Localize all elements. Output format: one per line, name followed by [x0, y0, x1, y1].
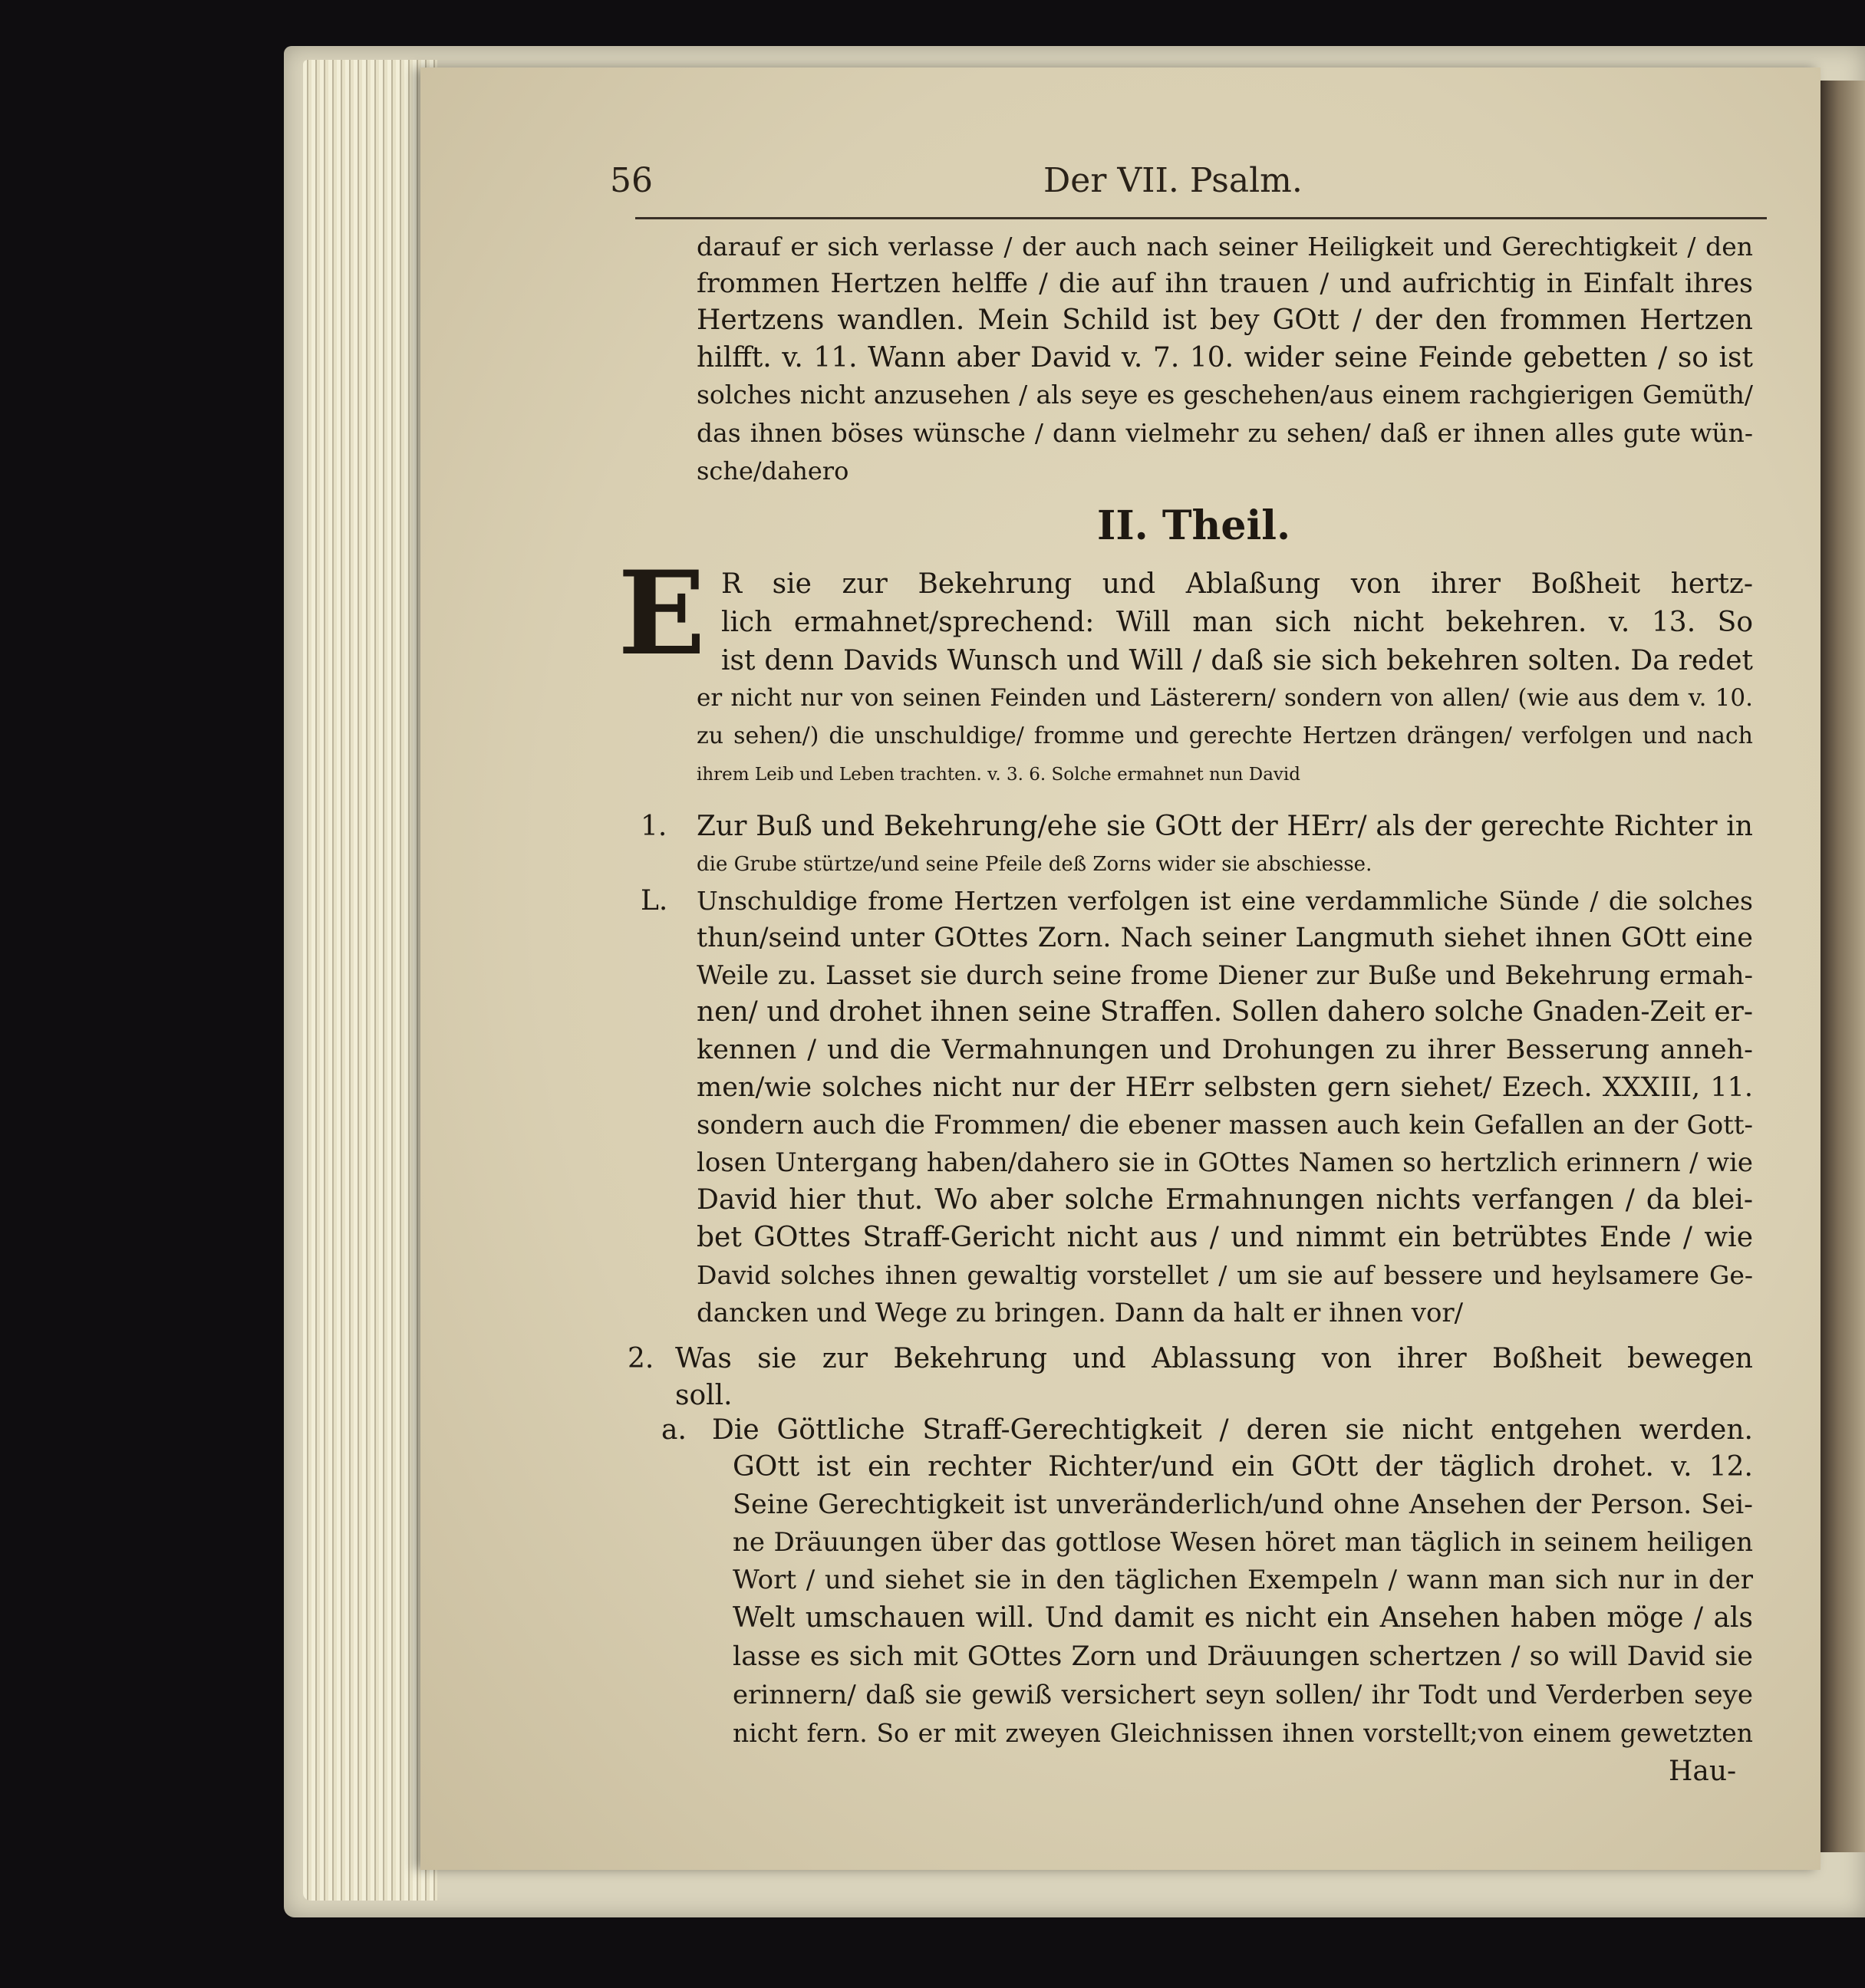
text-line: Welt umschauen will. Und damit es nicht ein Ansehen haben möge / als: [733, 1603, 1753, 1634]
text-line: Zur Buß und Bekehrung/ehe sie GOtt der HErr/ als der gerechte Richter in: [697, 811, 1753, 842]
text-line: kennen / und die Vermahnungen und Drohungen zu ihrer Besserung anneh-: [697, 1035, 1753, 1065]
text-line: Weile zu. Lasset sie durch seine frome Diener zur Buße und Bekehrung ermah-: [697, 960, 1753, 991]
text-line: David solches ihnen gewaltig vorstellet / um sie auf bessere und heylsamere Ge-: [697, 1260, 1753, 1290]
text-line: R sie zur Bekehrung und Ablaßung von ihrer Boßheit hertz-: [721, 569, 1753, 600]
text-line: lasse es sich mit GOttes Zorn und Dräuungen schertzen / so will David sie: [733, 1641, 1753, 1672]
list-marker: 1.: [641, 811, 667, 842]
text-line: ne Dräuungen über das gottlose Wesen höret man täglich in seinem heiligen: [733, 1527, 1753, 1558]
text-line: das ihnen böses wünsche / dann vielmehr zu sehen/ daß er ihnen alles gute wün-: [697, 418, 1753, 448]
drop-cap-initial: E: [618, 546, 706, 681]
text-line: sondern auch die Frommen/ die ebener massen auch kein Gefallen an der Gott-: [697, 1110, 1753, 1140]
text-line: die Grube stürtze/und seine Pfeile deß Zorns wider sie abschiesse.: [697, 853, 1372, 876]
text-line: sche/dahero: [697, 456, 849, 485]
text-line: bet GOttes Straff-Gericht nicht aus / und nimmt ein betrübtes Ende / wie: [697, 1223, 1753, 1253]
section-heading: II. Theil.: [1097, 502, 1291, 549]
text-line: Wort / und siehet sie in den täglichen Exempeln / wann man sich nur in der: [733, 1565, 1753, 1595]
text-line: Seine Gerechtigkeit ist unveränderlich/und ohne Ansehen der Person. Sei-: [733, 1489, 1753, 1520]
text-line: thun/seind unter GOttes Zorn. Nach seiner Langmuth siehet ihnen GOtt eine: [697, 923, 1753, 953]
page-number: 56: [610, 161, 653, 200]
text-line: Was sie zur Bekehrung und Ablassung von ihrer Boßheit bewegen: [675, 1344, 1753, 1374]
header-rule: [635, 217, 1767, 219]
text-line: darauf er sich verlasse / der auch nach seiner Heiligkeit und Gerechtigkeit / den: [697, 232, 1753, 262]
list-marker: L.: [641, 885, 668, 917]
text-line: zu sehen/) die unschuldige/ fromme und gerechte Hertzen drängen/ verfolgen und nach: [697, 722, 1753, 749]
catchword: Hau-: [1669, 1756, 1737, 1787]
text-line: nicht fern. So er mit zweyen Gleichnissen ihnen vorstellt;von einem gewetzten: [733, 1718, 1753, 1748]
text-line: Hertzens wandlen. Mein Schild ist bey GOtt / der den frommen Hertzen: [697, 305, 1753, 336]
text-line: David hier thut. Wo aber solche Ermahnungen nichts verfangen / da blei-: [697, 1185, 1753, 1216]
text-line: nen/ und drohet ihnen seine Straffen. Sollen dahero solche Gnaden-Zeit er-: [697, 997, 1753, 1028]
list-marker: 2.: [628, 1343, 654, 1374]
text-line: hilfft. v. 11. Wann aber David v. 7. 10. wider seine Feinde gebetten / so ist: [697, 343, 1753, 374]
text-line: dancken und Wege zu bringen. Dann da halt er ihnen vor/: [697, 1298, 1464, 1328]
text-line: er nicht nur von seinen Feinden und Lästerern/ sondern von allen/ (wie aus dem v. 10.: [697, 684, 1753, 712]
text-line: Unschuldige frome Hertzen verfolgen ist eine verdammliche Sünde / die solches: [697, 886, 1753, 916]
text-line: GOtt ist ein rechter Richter/und ein GOtt der täglich drohet. v. 12.: [733, 1452, 1753, 1483]
facing-page-edge: [1821, 81, 1865, 1852]
page-edges: [303, 60, 437, 1901]
list-marker: a.: [661, 1414, 687, 1446]
text-line: solches nicht anzusehen / als seye es geschehen/aus einem rachgierigen Gemüth/: [697, 380, 1753, 410]
text-line: losen Untergang haben/dahero sie in GOttes Namen so hertzlich erinnern / wie: [697, 1147, 1753, 1178]
text-line: ihrem Leib und Leben trachten. v. 3. 6. Solche ermahnet nun David: [697, 765, 1300, 785]
text-line: frommen Hertzen helffe / die auf ihn trauen / und aufrichtig in Einfalt ihres: [697, 268, 1753, 299]
text-line: ist denn Davids Wunsch und Will / daß sie sich bekehren solten. Da redet: [721, 646, 1753, 676]
text-line: lich ermahnet/sprechend: Will man sich nicht bekehren. v. 13. So: [721, 607, 1753, 638]
text-line: soll.: [675, 1381, 733, 1411]
running-head: Der VII. Psalm.: [1043, 161, 1303, 200]
text-line: Die Göttliche Straff-Gerechtigkeit / deren sie nicht entgehen werden.: [712, 1415, 1753, 1446]
text-line: men/wie solches nicht nur der HErr selbsten gern siehet/ Ezech. XXXIII, 11.: [697, 1072, 1753, 1103]
text-line: erinnern/ daß sie gewiß versichert seyn sollen/ ihr Todt und Verderben seye: [733, 1680, 1753, 1710]
